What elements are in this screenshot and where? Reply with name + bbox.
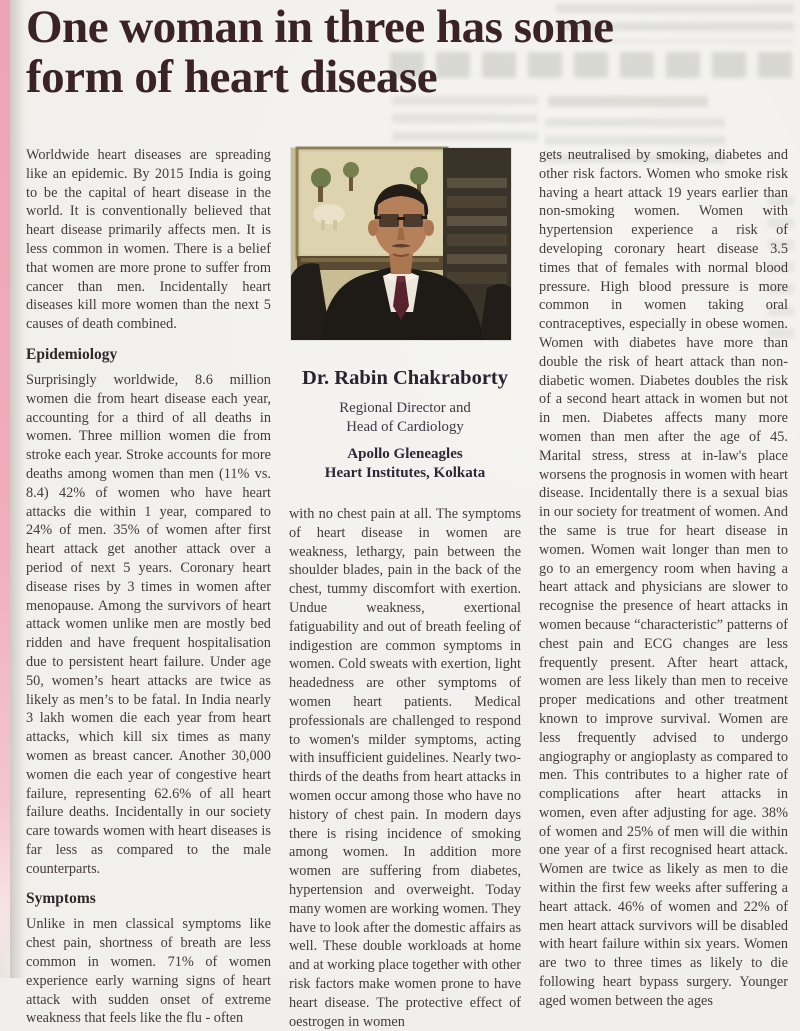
- column-2: [288, 140, 522, 1030]
- doctor-role-line1: Regional Director and: [339, 400, 471, 416]
- column-2-paragraph: with no chest pain at all. The symptoms of heart disease in women are weakness, lethargy, pain between the shoulder blades, pain in the back of the chest, tummy discomfort with exertion. Undue weakness, exertional fatiguability and out of breath feeling of indigestion are common symptoms in women. Cold sweats with exertion, light headedness are other symptoms of women heart patients. Medical professionals are challenged to respond to women's milder symptoms, acting with insufficient guidelines. Nearly two-thirds of the deaths from heart attacks in women occur among those who have no history of chest pain. In modern days there is rising incidence of smoking among women. In addition more women are suffering from diabetes, hypertension and overweight. Today many women are working women. They have to look after the domestic affairs as well. These double workloads at home and at working place together with other risk factors make women prone to have heart disease. The protective effect of oestrogen in women: [288, 506, 522, 1030]
- section-heading-symptoms: Symptoms: [26, 890, 96, 908]
- article-title-line1: One woman in three has some: [26, 1, 614, 53]
- photo-caption: [289, 366, 521, 483]
- doctor-name: Dr. Rabin Chakraborty: [302, 367, 508, 389]
- article-title: [26, 2, 786, 102]
- doctor-portrait-photo: [291, 148, 511, 340]
- intro-paragraph: Worldwide heart diseases are spreading like an epidemic. By 2015 India is going to be the capital of heart disease in the world. It is conventionally believed that heart disease primarily affects men. It is less common in women. There is a belief that women are more prone to suffer from cancer than men. Incidentally heart diseases kill more women than the next 5 causes of death combined.: [26, 147, 271, 333]
- column-3: [539, 140, 788, 1009]
- section-heading-epidemiology: Epidemiology: [26, 345, 118, 363]
- doctor-org-line2: Heart Institutes, Kolkata: [324, 465, 486, 481]
- doctor-portrait-illustration: [291, 148, 511, 340]
- symptoms-paragraph: Unlike in men classical symptoms like chest pain, shortness of breath are less common in women. 71% of women experience early warning signs of heart attack with sudden onset of extreme weakness that feels like the flu - often: [26, 916, 271, 1027]
- doctor-role-line2: Head of Cardiology: [346, 419, 464, 435]
- article-columns: [26, 140, 788, 1030]
- epidemiology-paragraph: Surprisingly worldwide, 8.6 million women die from heart disease each year, accounting for a third of all deaths in women. Three million women die from stroke each year. Stroke accounts for more deaths among women than men (11% vs. 8.4) 42% of women who have heart attacks die within 1 year, compared to 24% of men. 35% of women after first heart attack get another attack over a period of next 5 years. Coronary heart disease rises by 3 times in women after menopause. Among the survivors of heart attack women unlike men are mostly bed ridden and have frequent hospitalisation due to persistent heart failure. Under age 50, women’s heart attacks are twice as likely as men’s to be fatal. In India nearly 3 lakh women die each year from heart attacks, which kill six times as many women as breast cancer. Another 30,000 women die each year of congestive heart failure, representing 62.6% of all heart failure deaths. Incidentally in our society care towards women with heart diseases is far less as compared to the male counterparts.: [26, 371, 271, 877]
- page-edge-shadow: [10, 0, 24, 978]
- column-3-paragraph: gets neutralised by smoking, diabetes and other risk factors. Women who smoke risk having a heart attack 19 years earlier than non-smoking women. Women with hypertension experience a risk of developing coronary heart disease 3.5 times that of females with normal blood pressure. High blood pressure is more common in women taking oral contraceptives, especially in obese women. Women with diabetes have more than double the risk of heart attack than non-diabetic women. Diabetes doubles the risk of a second heart attack in women but not in men. Diabetes affects many more women than men after the age of 45. Marital stress, stress at in-law's place worsens the prognosis in women with heart disease. Incidentally there is a sexual bias in our society for treatment of women. And the same is true for heart disease in women. Women wait longer than men to go to an emergency room when having a heart attack and physicians are slower to recognise the presence of heart attacks in women because “characteristic” patterns of chest pain and ECG changes are less frequently present. After heart attack, women are less likely than men to receive proper medications and other treatment known to improve survival. Women are less frequently advised to undergo angiography or angioplasty as compared to men. This contributes to a higher rate of complications after heart attacks in women, even after adjusting for age. 38% of women and 25% of men will die within one year of a first recognised heart attack. Women are twice as likely as men to die within the first few weeks after suffering a heart attack. 46% of women and 22% of men heart attack survivors will be disabled with heart failure within six years. Women are two to three times as likely to die following heart bypass surgery. Younger aged women between the ages: [539, 147, 788, 1009]
- bleedthrough-text: [392, 96, 538, 144]
- page-edge-strip: [0, 0, 10, 978]
- doctor-org-line1: Apollo Gleneagles: [347, 446, 463, 462]
- column-1: [26, 140, 271, 1027]
- article-title-line2: form of heart disease: [26, 51, 438, 103]
